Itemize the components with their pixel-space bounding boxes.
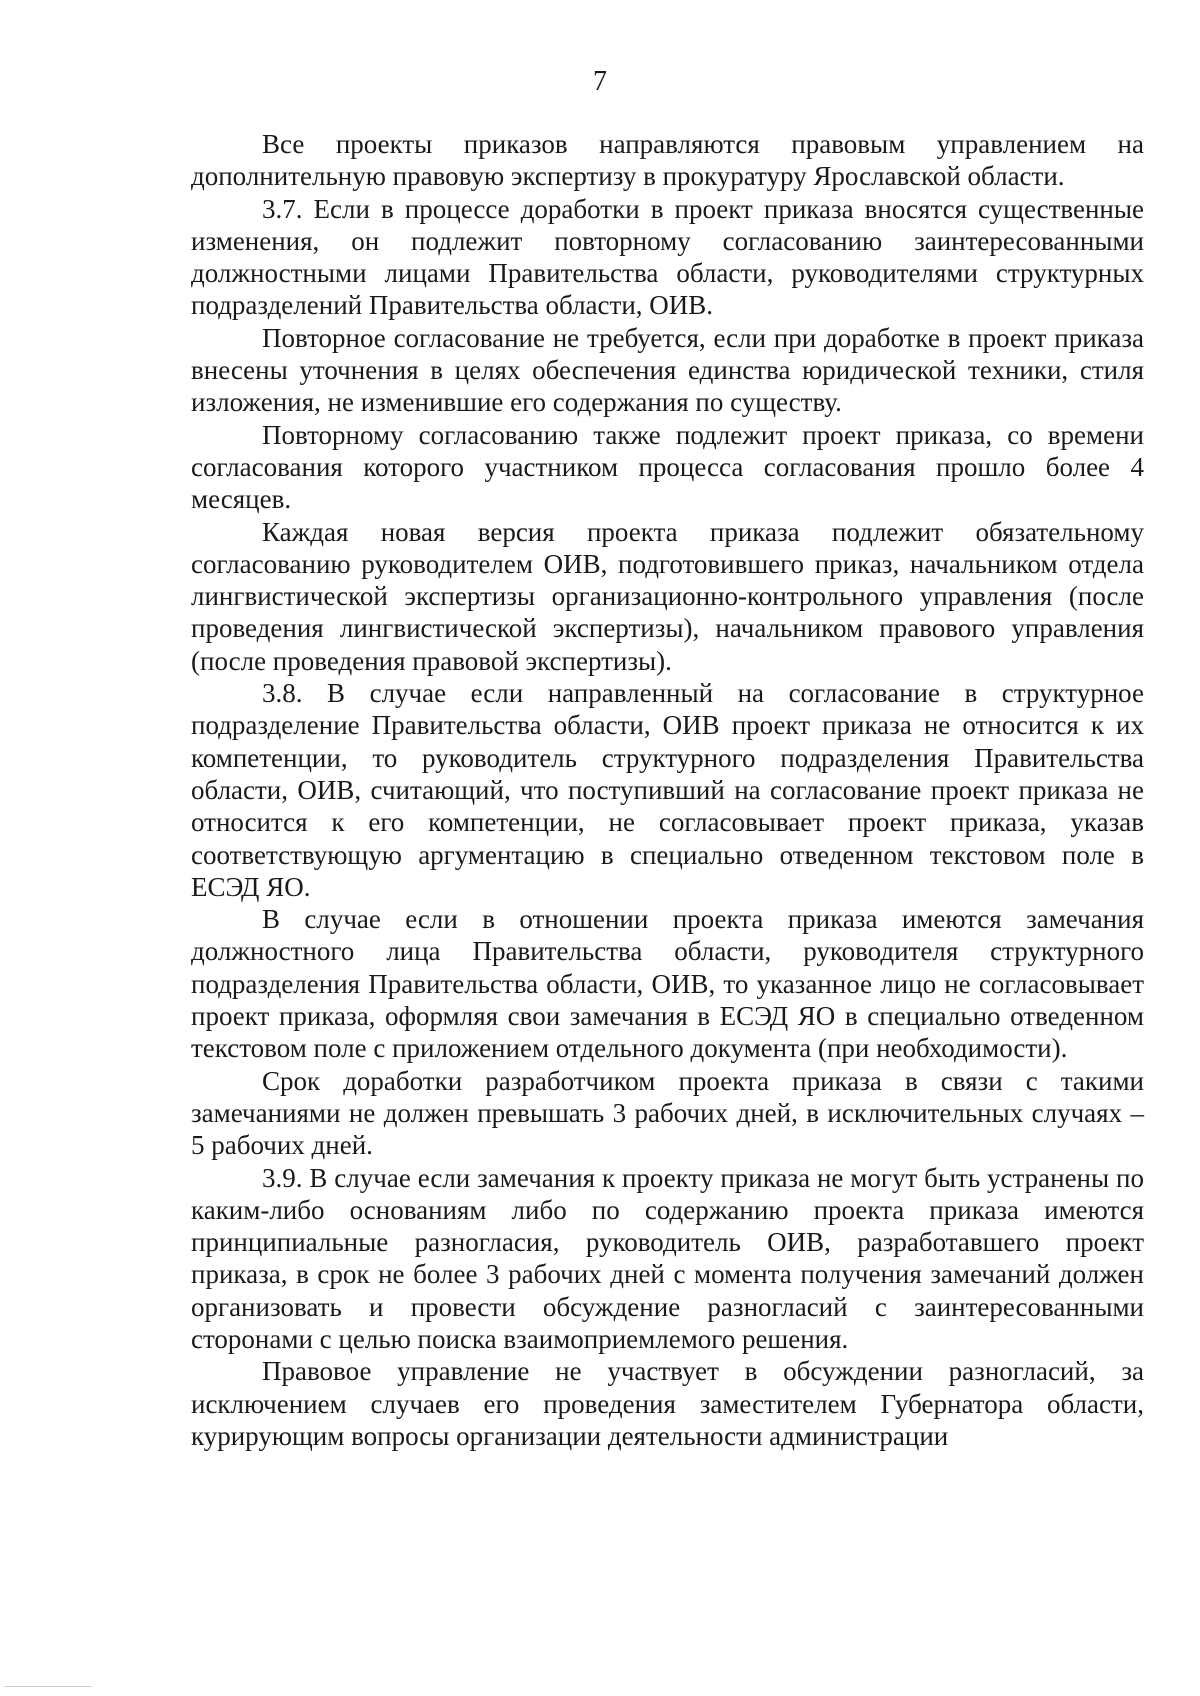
paragraph: В случае если в отношении проекта приказа имеются замечания должностного лица Правительства области, руководителя структурного подразделения Правительства области, ОИВ, то указанное лицо не согласовывает проект приказа, оформляя свои замечания в ЕСЭД ЯО в специально отведенном текстовом поле с приложением отдельного документа (при необходимости). xyxy=(191,904,1144,1064)
paragraph: Все проекты приказов направляются правовым управлением на дополнительную правовую экспертизу в прокуратуру Ярославской области. xyxy=(191,129,1144,192)
paragraph: Срок доработки разработчиком проекта приказа в связи с такими замечаниями не должен превышать 3 рабочих дней, в исключительных случаях – 5 рабочих дней. xyxy=(191,1065,1144,1161)
paragraph: 3.9. В случае если замечания к проекту приказа не могут быть устранены по каким-либо основаниям либо по содержанию проекта приказа имеются принципиальные разногласия, руководитель ОИВ, разработавшего проект приказа, в срок не более 3 рабочих дней с момента получения замечаний должен организовать и провести обсуждение разногласий с заинтересованными сторонами с целью поиска взаимоприемлемого решения. xyxy=(191,1162,1144,1354)
paragraph: 3.7. Если в процессе доработки в проект приказа вносятся существенные изменения, он подлежит повторному согласованию заинтересованными должностными лицами Правительства области, руководителями структурных подразделений Правительства области, ОИВ. xyxy=(191,193,1144,321)
scan-artifact xyxy=(4,1686,92,1687)
paragraph: 3.8. В случае если направленный на согласование в структурное подразделение Правительства области, ОИВ проект приказа не относится к их компетенции, то руководитель структурного подразделения Правительства области, ОИВ, считающий, что поступивший на согласование проект приказа не относится к его компетенции, не согласовывает проект приказа, указав соответствующую аргументацию в специально отведенном текстовом поле в ЕСЭД ЯО. xyxy=(191,678,1144,902)
document-body xyxy=(191,128,1144,1452)
page-number: 7 xyxy=(593,66,607,97)
paragraph: Повторное согласование не требуется, если при доработке в проект приказа внесены уточнения в целях обеспечения единства юридической техники, стиля изложения, не изменившие его содержания по существу. xyxy=(191,322,1144,418)
paragraph: Правовое управление не участвует в обсуждении разногласий, за исключением случаев его проведения заместителем Губернатора области, курирующим вопросы организации деятельности администрации xyxy=(191,1356,1144,1451)
paragraph: Каждая новая версия проекта приказа подлежит обязательному согласованию руководителем ОИВ, подготовившего приказ, начальником отдела лингвистической экспертизы организационно-контрольного управления (после проведения лингвистической экспертизы), начальником правового управления (после проведения правовой экспертизы). xyxy=(191,516,1144,676)
paragraph: Повторному согласованию также подлежит проект приказа, со времени согласования которого участником процесса согласования прошло более 4 месяцев. xyxy=(191,419,1144,515)
